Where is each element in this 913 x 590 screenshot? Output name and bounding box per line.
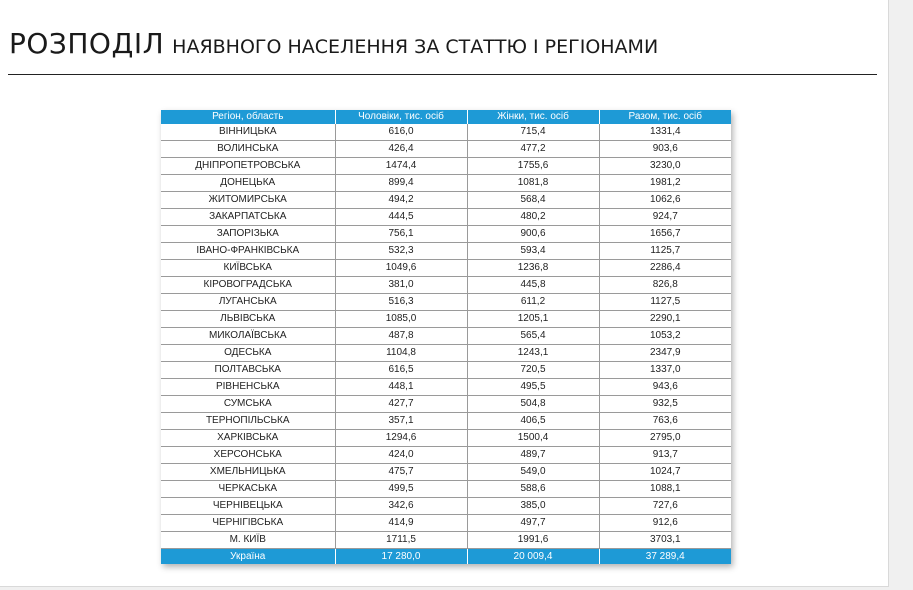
cell-men: 1294,6 — [335, 430, 467, 447]
cell-total: 1125,7 — [599, 243, 731, 260]
cell-men: 424,0 — [335, 447, 467, 464]
cell-women: 715,4 — [467, 124, 599, 141]
cell-men: 357,1 — [335, 413, 467, 430]
cell-region: ДНІПРОПЕТРОВСЬКА — [161, 158, 335, 175]
cell-total: 1062,6 — [599, 192, 731, 209]
table-row — [161, 243, 731, 260]
cell-women: 568,4 — [467, 192, 599, 209]
table-row — [161, 209, 731, 226]
table-row — [161, 464, 731, 481]
cell-total: 2286,4 — [599, 260, 731, 277]
cell-total: 1331,4 — [599, 124, 731, 141]
total-cell-men: 17 280,0 — [335, 549, 467, 565]
cell-total: 3230,0 — [599, 158, 731, 175]
cell-region: КІРОВОГРАДСЬКА — [161, 277, 335, 294]
page-title — [9, 27, 659, 60]
cell-total: 924,7 — [599, 209, 731, 226]
cell-women: 489,7 — [467, 447, 599, 464]
table-row — [161, 294, 731, 311]
cell-women: 549,0 — [467, 464, 599, 481]
cell-region: СУМСЬКА — [161, 396, 335, 413]
cell-men: 448,1 — [335, 379, 467, 396]
table-row — [161, 413, 731, 430]
cell-region: ВОЛИНСЬКА — [161, 141, 335, 158]
cell-total: 2795,0 — [599, 430, 731, 447]
cell-men: 444,5 — [335, 209, 467, 226]
cell-women: 406,5 — [467, 413, 599, 430]
cell-women: 593,4 — [467, 243, 599, 260]
cell-women: 495,5 — [467, 379, 599, 396]
population-table-container — [161, 110, 731, 564]
cell-men: 516,3 — [335, 294, 467, 311]
table-row — [161, 192, 731, 209]
table-row — [161, 515, 731, 532]
cell-men: 475,7 — [335, 464, 467, 481]
cell-region: ЧЕРНІГІВСЬКА — [161, 515, 335, 532]
table-row — [161, 345, 731, 362]
cell-men: 1104,8 — [335, 345, 467, 362]
cell-men: 899,4 — [335, 175, 467, 192]
total-cell-total: 37 289,4 — [599, 549, 731, 565]
cell-women: 588,6 — [467, 481, 599, 498]
cell-women: 1205,1 — [467, 311, 599, 328]
table-row — [161, 498, 731, 515]
cell-region: ТЕРНОПІЛЬСЬКА — [161, 413, 335, 430]
cell-region: ДОНЕЦЬКА — [161, 175, 335, 192]
cell-men: 381,0 — [335, 277, 467, 294]
population-table — [161, 110, 731, 564]
header-women: Жінки, тис. осіб — [467, 110, 599, 124]
table-row — [161, 447, 731, 464]
cell-men: 342,6 — [335, 498, 467, 515]
cell-women: 1991,6 — [467, 532, 599, 549]
cell-women: 611,2 — [467, 294, 599, 311]
title-main: РОЗПОДІЛ — [9, 27, 165, 60]
cell-total: 912,6 — [599, 515, 731, 532]
cell-men: 499,5 — [335, 481, 467, 498]
cell-women: 1755,6 — [467, 158, 599, 175]
cell-women: 497,7 — [467, 515, 599, 532]
table-row — [161, 379, 731, 396]
cell-men: 1711,5 — [335, 532, 467, 549]
cell-region: ПОЛТАВСЬКА — [161, 362, 335, 379]
table-row — [161, 141, 731, 158]
cell-region: КИЇВСЬКА — [161, 260, 335, 277]
table-row — [161, 175, 731, 192]
table-row — [161, 260, 731, 277]
cell-women: 385,0 — [467, 498, 599, 515]
cell-total: 1024,7 — [599, 464, 731, 481]
cell-men: 414,9 — [335, 515, 467, 532]
table-row — [161, 430, 731, 447]
cell-women: 1500,4 — [467, 430, 599, 447]
cell-women: 477,2 — [467, 141, 599, 158]
table-row — [161, 158, 731, 175]
cell-total: 1656,7 — [599, 226, 731, 243]
cell-total: 1088,1 — [599, 481, 731, 498]
table-body — [161, 124, 731, 564]
title-rest: НАЯВНОГО НАСЕЛЕННЯ ЗА СТАТТЮ І РЕГІОНАМИ — [172, 36, 659, 58]
cell-men: 616,5 — [335, 362, 467, 379]
table-header-row — [161, 110, 731, 124]
cell-men: 1085,0 — [335, 311, 467, 328]
cell-men: 616,0 — [335, 124, 467, 141]
title-underline — [8, 74, 877, 75]
cell-women: 1236,8 — [467, 260, 599, 277]
table-row — [161, 311, 731, 328]
cell-women: 480,2 — [467, 209, 599, 226]
cell-men: 1049,6 — [335, 260, 467, 277]
cell-region: ЛЬВІВСЬКА — [161, 311, 335, 328]
cell-total: 826,8 — [599, 277, 731, 294]
cell-men: 487,8 — [335, 328, 467, 345]
cell-women: 720,5 — [467, 362, 599, 379]
cell-men: 427,7 — [335, 396, 467, 413]
cell-total: 3703,1 — [599, 532, 731, 549]
cell-region: ЧЕРКАСЬКА — [161, 481, 335, 498]
cell-men: 532,3 — [335, 243, 467, 260]
table-row — [161, 277, 731, 294]
cell-men: 426,4 — [335, 141, 467, 158]
table-row — [161, 328, 731, 345]
cell-region: ВІННИЦЬКА — [161, 124, 335, 141]
cell-total: 1053,2 — [599, 328, 731, 345]
total-cell-women: 20 009,4 — [467, 549, 599, 565]
cell-women: 1081,8 — [467, 175, 599, 192]
cell-women: 1243,1 — [467, 345, 599, 362]
header-region: Регіон, область — [161, 110, 335, 124]
cell-total: 943,6 — [599, 379, 731, 396]
header-total: Разом, тис. осіб — [599, 110, 731, 124]
cell-total: 727,6 — [599, 498, 731, 515]
total-cell-region: Україна — [161, 549, 335, 565]
cell-region: ЧЕРНІВЕЦЬКА — [161, 498, 335, 515]
cell-total: 2347,9 — [599, 345, 731, 362]
cell-total: 1981,2 — [599, 175, 731, 192]
cell-region: ХМЕЛЬНИЦЬКА — [161, 464, 335, 481]
table-row — [161, 532, 731, 549]
table-row — [161, 226, 731, 243]
cell-region: РІВНЕНСЬКА — [161, 379, 335, 396]
cell-men: 494,2 — [335, 192, 467, 209]
cell-women: 445,8 — [467, 277, 599, 294]
cell-total: 2290,1 — [599, 311, 731, 328]
header-men: Чоловіки, тис. осіб — [335, 110, 467, 124]
cell-region: ЖИТОМИРСЬКА — [161, 192, 335, 209]
cell-men: 756,1 — [335, 226, 467, 243]
cell-women: 900,6 — [467, 226, 599, 243]
cell-region: ЛУГАНСЬКА — [161, 294, 335, 311]
cell-region: ХЕРСОНСЬКА — [161, 447, 335, 464]
cell-total: 932,5 — [599, 396, 731, 413]
cell-total: 903,6 — [599, 141, 731, 158]
cell-region: ОДЕСЬКА — [161, 345, 335, 362]
cell-total: 1127,5 — [599, 294, 731, 311]
table-row — [161, 396, 731, 413]
cell-men: 1474,4 — [335, 158, 467, 175]
cell-total: 1337,0 — [599, 362, 731, 379]
cell-women: 565,4 — [467, 328, 599, 345]
table-row — [161, 362, 731, 379]
cell-region: ЗАКАРПАТСЬКА — [161, 209, 335, 226]
cell-total: 763,6 — [599, 413, 731, 430]
cell-region: МИКОЛАЇВСЬКА — [161, 328, 335, 345]
cell-total: 913,7 — [599, 447, 731, 464]
table-total-row — [161, 549, 731, 565]
cell-region: М. КИЇВ — [161, 532, 335, 549]
table-row — [161, 124, 731, 141]
cell-women: 504,8 — [467, 396, 599, 413]
cell-region: ЗАПОРІЗЬКА — [161, 226, 335, 243]
cell-region: ХАРКІВСЬКА — [161, 430, 335, 447]
table-row — [161, 481, 731, 498]
cell-region: ІВАНО-ФРАНКІВСЬКА — [161, 243, 335, 260]
